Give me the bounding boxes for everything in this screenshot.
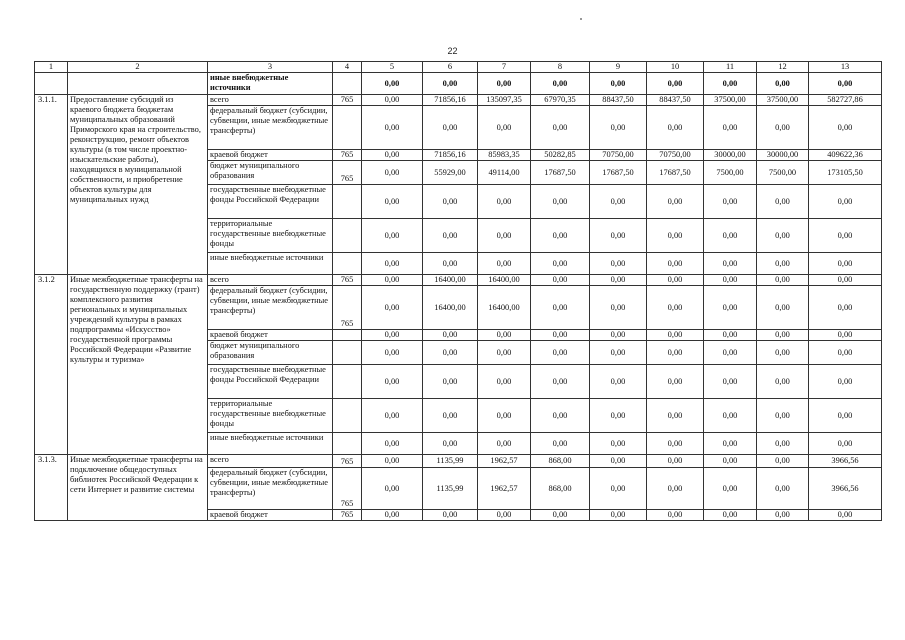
value-cell: 0,00 bbox=[590, 219, 647, 253]
value-cell: 0,00 bbox=[362, 253, 423, 275]
value-cell: 0,00 bbox=[647, 341, 704, 365]
value-cell: 0,00 bbox=[647, 510, 704, 521]
value-cell: 0,00 bbox=[757, 219, 809, 253]
value-cell: 0,00 bbox=[757, 275, 809, 286]
column-header: 8 bbox=[531, 62, 590, 73]
table-row bbox=[35, 275, 882, 286]
value-cell: 0,00 bbox=[590, 399, 647, 433]
column-header: 12 bbox=[757, 62, 809, 73]
value-cell: 0,00 bbox=[590, 275, 647, 286]
column-header: 1 bbox=[35, 62, 68, 73]
value-cell: 16400,00 bbox=[478, 275, 531, 286]
value-cell: 0,00 bbox=[704, 468, 757, 510]
value-cell: 0,00 bbox=[478, 253, 531, 275]
value-cell: 0,00 bbox=[647, 275, 704, 286]
column-header: 4 bbox=[333, 62, 362, 73]
value-cell: 0,00 bbox=[757, 106, 809, 150]
value-cell: 0,00 bbox=[704, 253, 757, 275]
value-cell: 0,00 bbox=[704, 455, 757, 468]
value-cell: 0,00 bbox=[809, 330, 882, 341]
value-cell: 0,00 bbox=[704, 399, 757, 433]
grbs-cell: 765 bbox=[333, 275, 362, 286]
value-cell: 0,00 bbox=[362, 185, 423, 219]
value-cell: 0,00 bbox=[423, 433, 478, 455]
value-cell: 0,00 bbox=[809, 399, 882, 433]
item-code: 3.1.3. bbox=[35, 455, 68, 521]
value-cell: 0,00 bbox=[757, 399, 809, 433]
grbs-cell: 765 bbox=[333, 286, 362, 330]
source-cell: бюджет муниципального образования bbox=[208, 161, 333, 185]
value-cell: 0,00 bbox=[531, 275, 590, 286]
value-cell: 0,00 bbox=[647, 455, 704, 468]
value-cell: 30000,00 bbox=[704, 150, 757, 161]
value-cell: 0,00 bbox=[362, 365, 423, 399]
value-cell: 0,00 bbox=[362, 275, 423, 286]
value-cell: 0,00 bbox=[362, 73, 423, 95]
value-cell: 0,00 bbox=[590, 468, 647, 510]
grbs-cell bbox=[333, 253, 362, 275]
page-number: 22 bbox=[447, 46, 458, 56]
grbs-cell bbox=[333, 73, 362, 95]
value-cell: 0,00 bbox=[362, 286, 423, 330]
value-cell: 1962,57 bbox=[478, 468, 531, 510]
value-cell: 0,00 bbox=[704, 185, 757, 219]
code-cell bbox=[35, 73, 68, 95]
value-cell: 0,00 bbox=[423, 510, 478, 521]
value-cell: 7500,00 bbox=[757, 161, 809, 185]
grbs-cell bbox=[333, 433, 362, 455]
grbs-cell: 765 bbox=[333, 150, 362, 161]
value-cell: 0,00 bbox=[809, 341, 882, 365]
value-cell: 0,00 bbox=[423, 73, 478, 95]
grbs-cell bbox=[333, 365, 362, 399]
value-cell: 67970,35 bbox=[531, 95, 590, 106]
value-cell: 3966,56 bbox=[809, 468, 882, 510]
value-cell: 7500,00 bbox=[704, 161, 757, 185]
value-cell: 0,00 bbox=[647, 253, 704, 275]
value-cell: 0,00 bbox=[704, 286, 757, 330]
grbs-cell: 765 bbox=[333, 468, 362, 510]
value-cell: 0,00 bbox=[590, 106, 647, 150]
value-cell: 0,00 bbox=[531, 399, 590, 433]
value-cell: 0,00 bbox=[704, 275, 757, 286]
value-cell: 0,00 bbox=[531, 433, 590, 455]
value-cell: 0,00 bbox=[809, 219, 882, 253]
value-cell: 16400,00 bbox=[478, 286, 531, 330]
value-cell: 0,00 bbox=[590, 510, 647, 521]
value-cell: 1962,57 bbox=[478, 455, 531, 468]
value-cell: 0,00 bbox=[647, 468, 704, 510]
value-cell: 0,00 bbox=[362, 161, 423, 185]
item-name: Иные межбюджетные трансферты на государственную поддержку (грант) комплексного развития региональных и муниципальных учреждений культуры в рамках подпрограммы «Искусство» государственной программы Российской Федерации «Развитие культуры и туризма» bbox=[68, 275, 208, 455]
value-cell: 0,00 bbox=[362, 150, 423, 161]
table-row bbox=[35, 95, 882, 106]
source-cell: федеральный бюджет (субсидии, субвенции, иные межбюджетные трансферты) bbox=[208, 468, 333, 510]
value-cell: 88437,50 bbox=[590, 95, 647, 106]
grbs-cell bbox=[333, 330, 362, 341]
value-cell: 0,00 bbox=[590, 365, 647, 399]
value-cell: 37500,00 bbox=[704, 95, 757, 106]
grbs-cell bbox=[333, 106, 362, 150]
value-cell: 0,00 bbox=[757, 341, 809, 365]
item-code: 3.1.2 bbox=[35, 275, 68, 455]
value-cell: 173105,50 bbox=[809, 161, 882, 185]
value-cell: 0,00 bbox=[704, 330, 757, 341]
name-cell bbox=[68, 73, 208, 95]
value-cell: 17687,50 bbox=[531, 161, 590, 185]
value-cell: 0,00 bbox=[647, 433, 704, 455]
value-cell: 0,00 bbox=[423, 185, 478, 219]
value-cell: 0,00 bbox=[704, 433, 757, 455]
grbs-cell: 765 bbox=[333, 95, 362, 106]
value-cell: 0,00 bbox=[647, 219, 704, 253]
value-cell: 0,00 bbox=[757, 253, 809, 275]
value-cell: 70750,00 bbox=[590, 150, 647, 161]
source-cell: иные внебюджетные источники bbox=[208, 433, 333, 455]
source-cell: краевой бюджет bbox=[208, 510, 333, 521]
value-cell: 0,00 bbox=[704, 73, 757, 95]
source-cell: иные внебюджетные источники bbox=[208, 253, 333, 275]
source-cell: территориальные государственные внебюджетные фонды bbox=[208, 219, 333, 253]
value-cell: 71856,16 bbox=[423, 150, 478, 161]
value-cell: 0,00 bbox=[531, 341, 590, 365]
value-cell: 0,00 bbox=[531, 219, 590, 253]
value-cell: 0,00 bbox=[809, 106, 882, 150]
scan-speck bbox=[580, 18, 582, 20]
value-cell: 85983,35 bbox=[478, 150, 531, 161]
grbs-cell: 765 bbox=[333, 161, 362, 185]
source-cell: иные внебюджетные источники bbox=[208, 73, 333, 95]
value-cell: 70750,00 bbox=[647, 150, 704, 161]
column-header: 3 bbox=[208, 62, 333, 73]
value-cell: 0,00 bbox=[362, 330, 423, 341]
value-cell: 17687,50 bbox=[647, 161, 704, 185]
value-cell: 0,00 bbox=[362, 341, 423, 365]
value-cell: 0,00 bbox=[809, 253, 882, 275]
value-cell: 0,00 bbox=[809, 275, 882, 286]
value-cell: 0,00 bbox=[478, 185, 531, 219]
value-cell: 0,00 bbox=[757, 330, 809, 341]
source-cell: государственные внебюджетные фонды Российской Федерации bbox=[208, 365, 333, 399]
value-cell: 0,00 bbox=[362, 106, 423, 150]
value-cell: 71856,16 bbox=[423, 95, 478, 106]
value-cell: 0,00 bbox=[809, 510, 882, 521]
column-header: 5 bbox=[362, 62, 423, 73]
source-cell: федеральный бюджет (субсидии, субвенции, иные межбюджетные трансферты) bbox=[208, 106, 333, 150]
value-cell: 0,00 bbox=[423, 365, 478, 399]
source-cell: краевой бюджет bbox=[208, 330, 333, 341]
value-cell: 135097,35 bbox=[478, 95, 531, 106]
value-cell: 0,00 bbox=[757, 433, 809, 455]
source-cell: территориальные государственные внебюджетные фонды bbox=[208, 399, 333, 433]
value-cell: 0,00 bbox=[531, 185, 590, 219]
value-cell: 0,00 bbox=[590, 185, 647, 219]
column-header: 2 bbox=[68, 62, 208, 73]
grbs-cell: 765 bbox=[333, 455, 362, 468]
value-cell: 0,00 bbox=[757, 286, 809, 330]
value-cell: 0,00 bbox=[531, 330, 590, 341]
value-cell: 0,00 bbox=[704, 106, 757, 150]
value-cell: 0,00 bbox=[647, 106, 704, 150]
value-cell: 0,00 bbox=[478, 510, 531, 521]
value-cell: 0,00 bbox=[809, 185, 882, 219]
value-cell: 0,00 bbox=[757, 510, 809, 521]
value-cell: 0,00 bbox=[478, 399, 531, 433]
table-row bbox=[35, 73, 882, 95]
value-cell: 0,00 bbox=[704, 365, 757, 399]
value-cell: 0,00 bbox=[423, 399, 478, 433]
budget-table bbox=[34, 61, 882, 521]
value-cell: 0,00 bbox=[757, 73, 809, 95]
value-cell: 0,00 bbox=[478, 73, 531, 95]
value-cell: 0,00 bbox=[362, 468, 423, 510]
value-cell: 0,00 bbox=[362, 95, 423, 106]
item-code: 3.1.1. bbox=[35, 95, 68, 275]
value-cell: 0,00 bbox=[478, 106, 531, 150]
value-cell: 0,00 bbox=[423, 341, 478, 365]
value-cell: 3966,56 bbox=[809, 455, 882, 468]
column-header: 13 bbox=[809, 62, 882, 73]
value-cell: 582727,86 bbox=[809, 95, 882, 106]
item-name: Предоставление субсидий из краевого бюджета бюджетам муниципальных образований Приморского края на строительство, реконструкцию, ремонт объектов культуры (в том числе проектно-изыскательские работы), находящихся в муниципальной собственности, и приобретение объектов культуры для муниципальных нужд bbox=[68, 95, 208, 275]
value-cell: 17687,50 bbox=[590, 161, 647, 185]
value-cell: 0,00 bbox=[704, 219, 757, 253]
value-cell: 49114,00 bbox=[478, 161, 531, 185]
source-cell: федеральный бюджет (субсидии, субвенции, иные межбюджетные трансферты) bbox=[208, 286, 333, 330]
column-header: 9 bbox=[590, 62, 647, 73]
source-cell: краевой бюджет bbox=[208, 150, 333, 161]
value-cell: 55929,00 bbox=[423, 161, 478, 185]
grbs-cell bbox=[333, 219, 362, 253]
value-cell: 0,00 bbox=[478, 433, 531, 455]
value-cell: 0,00 bbox=[531, 510, 590, 521]
grbs-cell: 765 bbox=[333, 510, 362, 521]
value-cell: 1135,99 bbox=[423, 468, 478, 510]
value-cell: 0,00 bbox=[590, 286, 647, 330]
source-cell: бюджет муниципального образования bbox=[208, 341, 333, 365]
value-cell: 0,00 bbox=[531, 365, 590, 399]
value-cell: 88437,50 bbox=[647, 95, 704, 106]
column-header: 10 bbox=[647, 62, 704, 73]
grbs-cell bbox=[333, 341, 362, 365]
source-cell: всего bbox=[208, 95, 333, 106]
value-cell: 0,00 bbox=[423, 219, 478, 253]
table-row bbox=[35, 455, 882, 468]
grbs-cell bbox=[333, 185, 362, 219]
value-cell: 0,00 bbox=[478, 330, 531, 341]
value-cell: 0,00 bbox=[647, 73, 704, 95]
value-cell: 0,00 bbox=[531, 106, 590, 150]
value-cell: 0,00 bbox=[590, 253, 647, 275]
value-cell: 0,00 bbox=[531, 286, 590, 330]
value-cell: 0,00 bbox=[362, 399, 423, 433]
value-cell: 16400,00 bbox=[423, 275, 478, 286]
value-cell: 16400,00 bbox=[423, 286, 478, 330]
value-cell: 0,00 bbox=[590, 341, 647, 365]
value-cell: 0,00 bbox=[423, 106, 478, 150]
column-header: 11 bbox=[704, 62, 757, 73]
value-cell: 50282,85 bbox=[531, 150, 590, 161]
column-header: 7 bbox=[478, 62, 531, 73]
value-cell: 0,00 bbox=[647, 399, 704, 433]
value-cell: 0,00 bbox=[590, 73, 647, 95]
value-cell: 0,00 bbox=[647, 365, 704, 399]
value-cell: 0,00 bbox=[478, 341, 531, 365]
value-cell: 0,00 bbox=[590, 330, 647, 341]
value-cell: 0,00 bbox=[757, 185, 809, 219]
value-cell: 0,00 bbox=[757, 455, 809, 468]
value-cell: 0,00 bbox=[478, 365, 531, 399]
value-cell: 868,00 bbox=[531, 468, 590, 510]
value-cell: 0,00 bbox=[362, 219, 423, 253]
value-cell: 868,00 bbox=[531, 455, 590, 468]
value-cell: 0,00 bbox=[531, 253, 590, 275]
value-cell: 0,00 bbox=[757, 468, 809, 510]
value-cell: 0,00 bbox=[757, 365, 809, 399]
source-cell: всего bbox=[208, 275, 333, 286]
value-cell: 1135,99 bbox=[423, 455, 478, 468]
grbs-cell bbox=[333, 399, 362, 433]
value-cell: 0,00 bbox=[590, 455, 647, 468]
value-cell: 0,00 bbox=[423, 253, 478, 275]
value-cell: 0,00 bbox=[647, 185, 704, 219]
column-header: 6 bbox=[423, 62, 478, 73]
value-cell: 0,00 bbox=[423, 330, 478, 341]
value-cell: 0,00 bbox=[590, 433, 647, 455]
value-cell: 0,00 bbox=[362, 510, 423, 521]
value-cell: 37500,00 bbox=[757, 95, 809, 106]
value-cell: 0,00 bbox=[478, 219, 531, 253]
value-cell: 0,00 bbox=[362, 455, 423, 468]
source-cell: всего bbox=[208, 455, 333, 468]
value-cell: 0,00 bbox=[809, 433, 882, 455]
source-cell: государственные внебюджетные фонды Российской Федерации bbox=[208, 185, 333, 219]
value-cell: 0,00 bbox=[704, 510, 757, 521]
value-cell: 0,00 bbox=[647, 286, 704, 330]
value-cell: 30000,00 bbox=[757, 150, 809, 161]
item-name: Иные межбюджетные трансферты на подключение общедоступных библиотек Российской Федерации к сети Интернет и развитие системы bbox=[68, 455, 208, 521]
value-cell: 0,00 bbox=[531, 73, 590, 95]
value-cell: 0,00 bbox=[647, 330, 704, 341]
value-cell: 0,00 bbox=[809, 365, 882, 399]
value-cell: 0,00 bbox=[809, 73, 882, 95]
value-cell: 0,00 bbox=[362, 433, 423, 455]
value-cell: 0,00 bbox=[704, 341, 757, 365]
column-header-row bbox=[35, 62, 882, 73]
value-cell: 409622,36 bbox=[809, 150, 882, 161]
value-cell: 0,00 bbox=[809, 286, 882, 330]
